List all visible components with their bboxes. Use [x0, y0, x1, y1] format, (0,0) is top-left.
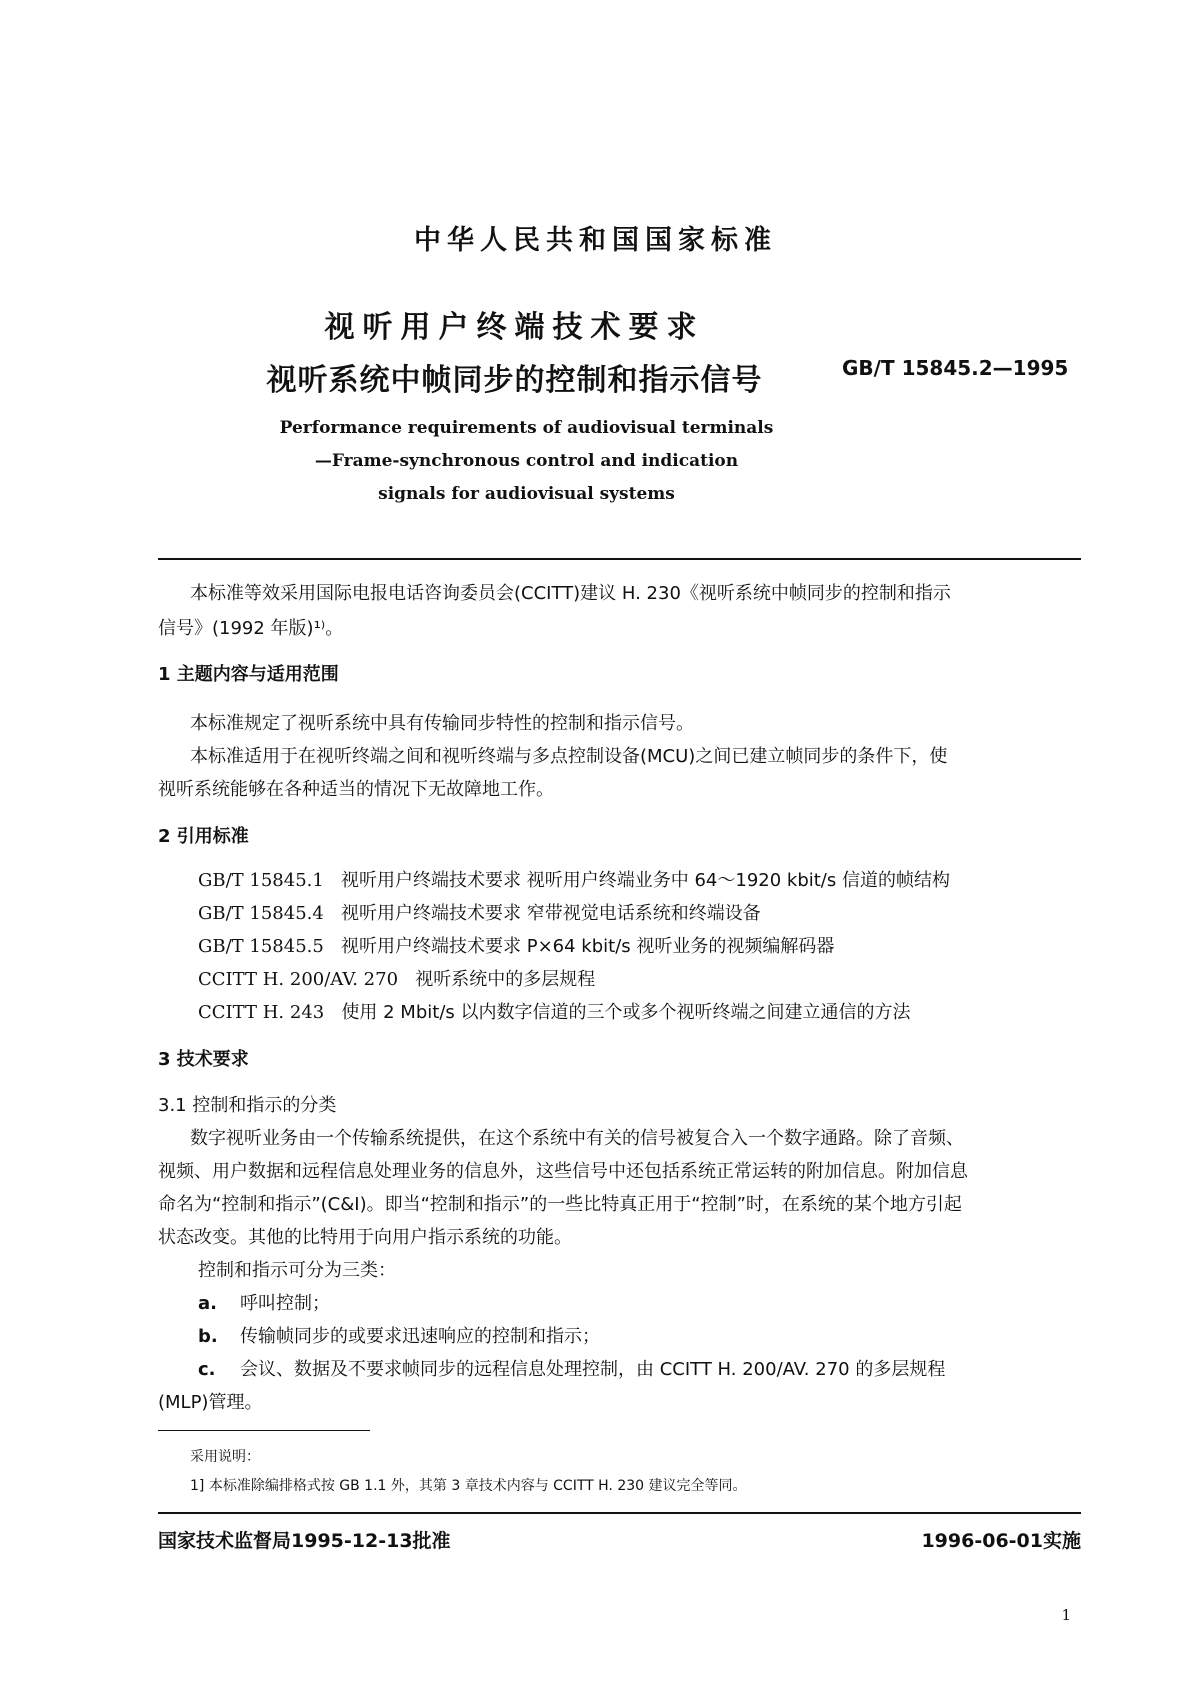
class-label: a.	[198, 1293, 217, 1314]
reference-code: GB/T 15845.5	[198, 936, 324, 957]
section1-para2-line1: 本标准适用于在视听终端之间和视听终端与多点控制设备(MCU)之间已建立帧同步的条件下，使	[190, 746, 948, 767]
section3-heading: 3 技术要求	[158, 1049, 249, 1070]
reference-desc: 视听用户终端技术要求 视听用户终端业务中 64～1920 kbit/s 信道的帧结构	[341, 870, 950, 891]
section1-heading: 1 主题内容与适用范围	[158, 664, 339, 685]
approval-date: 国家技术监督局1995-12-13批准	[158, 1530, 451, 1552]
reference-code: GB/T 15845.1	[198, 870, 324, 891]
reference-item	[198, 932, 834, 958]
section1-para1: 本标准规定了视听系统中具有传输同步特性的控制和指示信号。	[190, 713, 694, 734]
national-standard-label: 中华人民共和国国家标准	[414, 225, 777, 256]
class-label: b.	[198, 1326, 218, 1347]
footnote-text: 1] 本标准除编排格式按 GB 1.1 外，其第 3 章技术内容与 CCITT H. 230 建议完全等同。	[190, 1478, 747, 1494]
reference-desc: 视听用户终端技术要求 P×64 kbit/s 视听业务的视频编解码器	[341, 936, 835, 957]
section1-para2-line2: 视听系统能够在各种适当的情况下无故障地工作。	[158, 779, 554, 800]
footnote-title: 采用说明：	[190, 1449, 260, 1465]
class-label: c.	[198, 1359, 216, 1380]
english-title-line2: —Frame-synchronous control and indication	[314, 451, 739, 471]
english-title-line3: signals for audiovisual systems	[378, 484, 675, 504]
reference-item	[198, 965, 595, 991]
reference-desc: 视听系统中的多层规程	[415, 969, 596, 990]
reference-item	[198, 998, 910, 1024]
section3-line1: 数字视听业务由一个传输系统提供，在这个系统中有关的信号被复合入一个数字通路。除了音频、	[190, 1128, 964, 1149]
footer-divider	[158, 1512, 1081, 1514]
reference-code: CCITT H. 243	[198, 1002, 325, 1023]
class-item	[198, 1289, 330, 1315]
class-text: 会议、数据及不要求帧同步的远程信息处理控制，由 CCITT H. 200/AV. 270 的多层规程	[240, 1359, 946, 1380]
classes-intro: 控制和指示可分为三类：	[198, 1260, 396, 1281]
section3-line4: 状态改变。其他的比特用于向用户指示系统的功能。	[158, 1227, 572, 1248]
intro-line2: 信号》(1992 年版)¹⁾。	[158, 618, 344, 639]
document-title-line2: 视听系统中帧同步的控制和指示信号	[266, 363, 763, 398]
reference-code: GB/T 15845.4	[198, 903, 324, 924]
class-item	[198, 1322, 600, 1348]
implementation-date: 1996-06-01实施	[921, 1530, 1081, 1552]
reference-desc: 视听用户终端技术要求 窄带视觉电话系统和终端设备	[341, 903, 761, 924]
section3-1-heading: 3.1 控制和指示的分类	[158, 1095, 337, 1116]
standard-number: GB/T 15845.2—1995	[842, 356, 1069, 380]
section3-line3: 命名为“控制和指示”(C&I)。即当“控制和指示”的一些比特真正用于“控制”时，在系统的某个地方引起	[158, 1194, 962, 1215]
header-divider	[158, 558, 1081, 560]
section2-heading: 2 引用标准	[158, 826, 249, 847]
english-title-line1: Performance requirements of audiovisual terminals	[279, 418, 774, 438]
class-text: 传输帧同步的或要求迅速响应的控制和指示；	[240, 1326, 600, 1347]
intro-line1: 本标准等效采用国际电报电话咨询委员会(CCITT)建议 H. 230《视听系统中帧同步的控制和指示	[190, 583, 951, 604]
class-text: 呼叫控制；	[240, 1293, 330, 1314]
class-item-c-continuation: (MLP)管理。	[158, 1392, 263, 1413]
page-number: 1	[1061, 1606, 1071, 1624]
reference-item	[198, 899, 761, 925]
reference-desc: 使用 2 Mbit/s 以内数字信道的三个或多个视听终端之间建立通信的方法	[341, 1002, 911, 1023]
reference-item	[198, 866, 950, 892]
class-item	[198, 1355, 945, 1381]
section3-line2: 视频、用户数据和远程信息处理业务的信息外，这些信号中还包括系统正常运转的附加信息。附加信息	[158, 1161, 968, 1182]
document-title-line1: 视听用户终端技术要求	[324, 310, 705, 345]
footnote-divider	[158, 1430, 370, 1431]
reference-code: CCITT H. 200/AV. 270	[198, 969, 399, 990]
